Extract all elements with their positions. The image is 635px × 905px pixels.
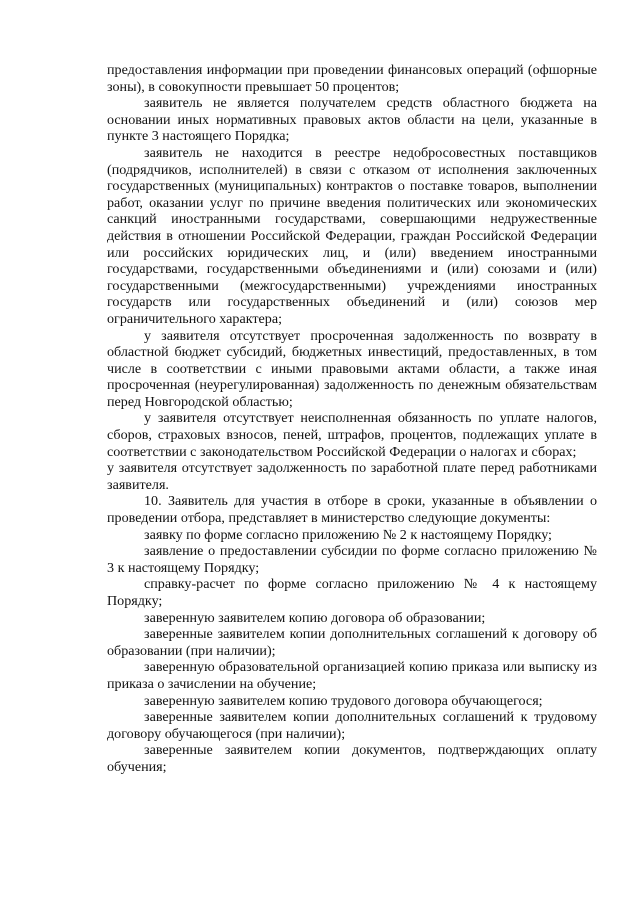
paragraph: у заявителя отсутствует задолженность по заработной плате перед работниками заявителя. (107, 460, 597, 493)
paragraph: заверенные заявителем копии дополнительных соглашений к трудовому договору обучающегося (при наличии); (107, 709, 597, 742)
paragraph: заявление о предоставлении субсидии по форме согласно приложению № 3 к настоящему Порядку; (107, 543, 597, 576)
paragraph: заявку по форме согласно приложению № 2 к настоящему Порядку; (144, 526, 552, 543)
paragraph: заявитель не является получателем средств областного бюджета на основании иных нормативных правовых актов области на цели, указанные в пункте 3 настоящего Порядка; (107, 95, 597, 145)
paragraph: у заявителя отсутствует просроченная задолженность по возврату в областной бюджет субсидий, бюджетных инвестиций, предоставленных, в том числе в соответствии с иными правовыми актами области, а также иная просроченная (неурегулированная) задолженность по денежным обязательствам перед Новгородской областью; (107, 327, 597, 410)
paragraph: предоставления информации при проведении финансовых операций (офшорные зоны), в совокупности превышает 50 процентов; (107, 62, 597, 95)
paragraph: заверенные заявителем копии дополнительных соглашений к договору об образовании (при наличии); (107, 626, 597, 659)
document-page (107, 62, 597, 776)
paragraph: заявитель не находится в реестре недобросовестных поставщиков (подрядчиков, исполнителей) в связи с отказом от исполнения заключенных государственных (муниципальных) контрактов о поставке товаров, выполнении работ, оказании услуг по причине введения политических или экономических санкций иностранными государствами, совершающими недружественные действия в отношении Российской Федерации, граждан Российской Федерации или российских юридических лиц, и (или) введением иностранными государствами, государственными объединениями и (или) союзами и (или) государственными (межгосударственными) учреждениями иностранных государств или государственных объединений и (или) союзов мер ограничительного характера; (107, 144, 597, 327)
paragraph: 10. Заявитель для участия в отборе в сроки, указанные в объявлении о проведении отбора, представляет в министерство следующие документы: (107, 493, 597, 527)
paragraph: справку-расчет по форме согласно приложению № 4 к настоящему Порядку; (107, 576, 597, 609)
paragraph: заверенные заявителем копии документов, подтверждающих оплату обучения; (107, 742, 597, 775)
paragraph: заверенную заявителем копию трудового договора обучающегося; (144, 692, 543, 709)
paragraph: заверенную образовательной организацией копию приказа или выписку из приказа о зачислении на обучение; (107, 659, 597, 692)
paragraph: заверенную заявителем копию договора об образовании; (144, 609, 486, 626)
paragraph: у заявителя отсутствует неисполненная обязанность по уплате налогов, сборов, страховых взносов, пеней, штрафов, процентов, подлежащих уплате в соответствии с законодательством Российской Федерации о налогах и сборах; (107, 410, 597, 460)
